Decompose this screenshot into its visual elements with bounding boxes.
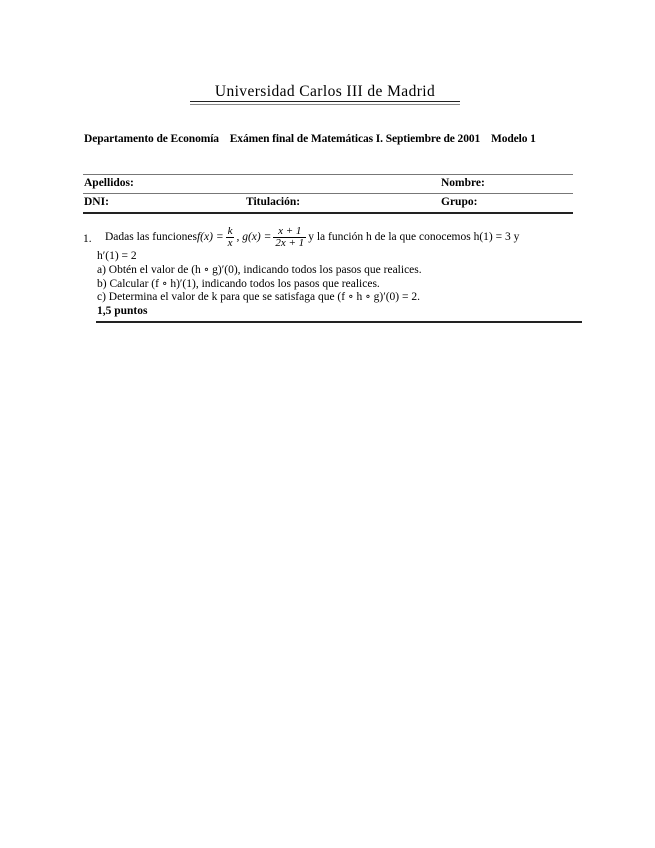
fraction-k-over-x (226, 226, 235, 249)
title-underline (190, 101, 460, 105)
titulacion-label: Titulación: (246, 196, 301, 208)
statement-continuation: y la función h de la que conocemos h(1) = 3 y (308, 230, 520, 243)
department-name: Departamento de Economía (84, 133, 219, 145)
exam-model: Modelo 1 (490, 133, 536, 145)
fraction-denominator: x (227, 237, 233, 249)
exam-header-line (84, 133, 536, 145)
dni-label: DNI: (84, 196, 109, 208)
question-points: 1,5 puntos (97, 305, 148, 318)
exam-title: Exámen final de Matemáticas I. Septiembre de 2001 (229, 133, 481, 145)
g-definition: , g(x) = (236, 230, 272, 243)
question-bottom-rule (96, 321, 582, 323)
fraction-numerator: x + 1 (273, 226, 306, 238)
nombre-label: Nombre: (441, 177, 485, 189)
part-c: c) Determina el valor de k para que se satisfaga que (f ∘ h ∘ g)′(0) = 2. (97, 291, 420, 304)
form-bottom-rule (83, 212, 573, 214)
form-top-rule (83, 174, 573, 175)
part-b: b) Calcular (f ∘ h)′(1), indicando todos los pasos que realices. (97, 277, 380, 290)
grupo-label: Grupo: (441, 196, 478, 208)
fraction-denominator: 2x + 1 (275, 237, 305, 249)
form-mid-rule (83, 193, 573, 194)
apellidos-label: Apellidos: (84, 177, 134, 189)
university-title: Universidad Carlos III de Madrid (214, 83, 436, 100)
f-definition: f(x) = (196, 230, 224, 243)
h-derivative-line: h′(1) = 2 (97, 250, 137, 262)
statement-intro: Dadas las funciones (105, 230, 197, 243)
question-parts (97, 250, 422, 319)
part-a: a) Obtén el valor de (h ∘ g)′(0), indicando todos los pasos que realices. (97, 263, 422, 276)
question-number: 1. (83, 233, 92, 245)
question-statement (105, 226, 519, 249)
fraction-g (273, 226, 306, 249)
fraction-numerator: k (227, 225, 233, 237)
